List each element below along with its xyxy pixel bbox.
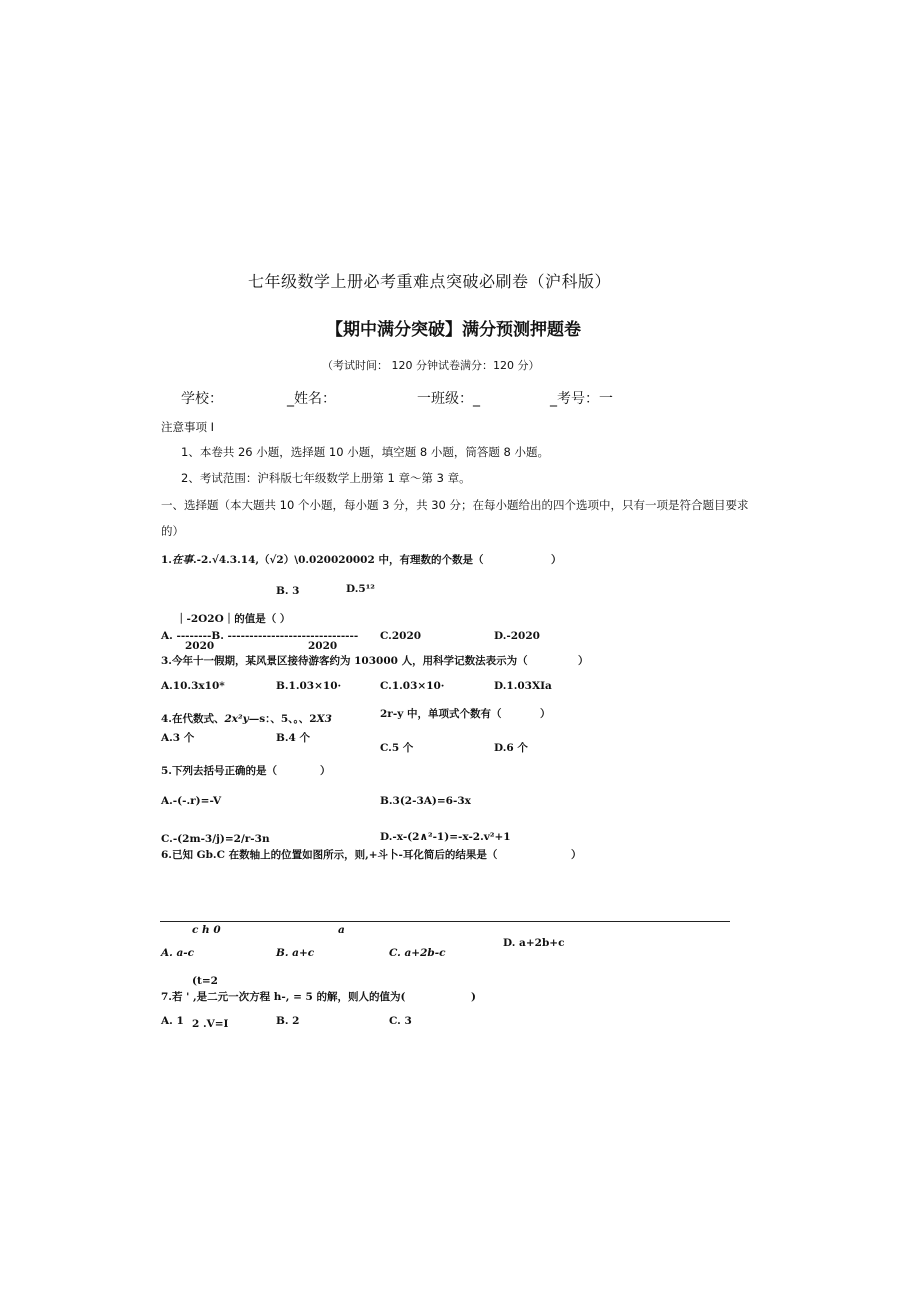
- q1-number: 1.: [161, 554, 172, 566]
- q1-stem: [161, 555, 483, 566]
- q6-option-a: A. a-c: [161, 947, 195, 959]
- school-field: 学校：: [181, 391, 223, 407]
- q2-options-ab: A. --------B. ------------------------------: [161, 630, 359, 642]
- exam-number-field: _考号：一: [550, 391, 613, 407]
- q5-option-a: A.-(-.r)=-V: [161, 795, 222, 807]
- section-heading-line-2: 的）: [161, 524, 184, 538]
- q6-option-d: D. a+2b+c: [503, 937, 565, 949]
- q4-stem: [161, 714, 332, 725]
- q4-stem-tail: 2r-y 中，单项式个数有（: [380, 708, 502, 720]
- q1-italic: 在事: [171, 554, 193, 566]
- section-heading-line-1: 一、选择题（本大题共 10 个小题，每小题 3 分，共 30 分；在每小题给出的四个选项中，只有一项是符合题目要求: [161, 498, 749, 512]
- q3-option-a: A.10.3x10*: [161, 680, 225, 692]
- q2-denominator-b: 2020: [308, 640, 338, 652]
- q5-paren-close: ）: [320, 765, 331, 777]
- q1-paren-close: ）: [551, 554, 562, 566]
- q6-option-b: B. a+c: [276, 947, 315, 959]
- q7-stem: 7.若 ' ,是二元一次方程 h-, = 5 的解，则人的值为(: [161, 991, 406, 1003]
- q3-stem: 3.今年十一假期，某风景区接待游客约为 103000 人，用科学记数法表示为（: [161, 655, 528, 667]
- note-item-1: 1、本卷共 26 小题，选择题 10 小题，填空题 8 小题，筒答题 8 小题。: [181, 445, 549, 459]
- q4-paren-close: ）: [540, 708, 551, 720]
- q2-option-c: C.2020: [380, 630, 422, 642]
- q6-paren-close: ）: [571, 849, 582, 861]
- q6-stem: 6.已知 Gb.C 在数轴上的位置如图所示，则,+斗卜-耳化简后的结果是（: [161, 849, 498, 861]
- q5-option-d: D.-x-(2∧²-1)=-x-2.v²+1: [380, 831, 511, 843]
- q3-option-c: C.1.03×10·: [380, 680, 445, 692]
- q3-paren-close: ）: [578, 655, 589, 667]
- number-line-labels-left: c h 0: [192, 924, 221, 936]
- q4-option-a: A.3 个: [161, 732, 195, 744]
- q2-stem: ｜-2O2O｜的值是（ ）: [176, 613, 291, 625]
- q7-option-b: B. 2: [276, 1015, 300, 1027]
- q4-italic-b: X3: [316, 713, 332, 725]
- q7-option-a: A. 1: [161, 1015, 184, 1027]
- q1-option-b: B. 3: [276, 585, 300, 597]
- q5-stem: 5.下列去括号正确的是（: [161, 765, 277, 777]
- q5-option-b: B.3(2-3A)=6-3x: [380, 795, 471, 807]
- number-line-label-a: a: [338, 924, 345, 936]
- name-field: _姓名：: [287, 391, 336, 407]
- q4-italic-a: 2x²y: [224, 713, 249, 725]
- q4-text-b: —s：、5、。、2: [248, 713, 317, 725]
- q7-system-top: (t=2: [192, 975, 218, 987]
- q4-option-b: B.4 个: [276, 732, 310, 744]
- q7-system-bottom: 2 .V=I: [192, 1018, 229, 1030]
- q4-text-a: 4.在代数式、: [161, 713, 225, 725]
- q1-text: .-2.√4.3.14,（√2）\0.020020002 中，有理数的个数是（: [192, 554, 484, 566]
- paper-title: 七年级数学上册必考重难点突破必刷卷（沪科版）: [248, 272, 612, 291]
- q2-option-d: D.-2020: [494, 630, 540, 642]
- paper-subtitle: 【期中满分突破】满分预测押题卷: [326, 320, 581, 340]
- q4-option-c: C.5 个: [380, 742, 414, 754]
- q2-denominator-a: 2020: [185, 640, 215, 652]
- q4-option-d: D.6 个: [494, 742, 528, 754]
- class-field: 一班级：_: [417, 391, 480, 407]
- exam-info: （考试时间： 120 分钟试卷满分：120 分）: [322, 359, 540, 372]
- notes-heading: 注意事项 I: [161, 420, 215, 434]
- q7-option-c: C. 3: [389, 1015, 412, 1027]
- q3-option-d: D.1.03XIa: [494, 680, 552, 692]
- q1-option-d: D.5¹²: [346, 583, 375, 595]
- q6-option-c: C. a+2b-c: [389, 947, 446, 959]
- q3-option-b: B.1.03×10·: [276, 680, 342, 692]
- number-line: [160, 921, 730, 922]
- q5-option-c: C.-(2m-3∕j)=2∕r-3n: [161, 833, 270, 845]
- note-item-2: 2、考试范围：沪科版七年级数学上册第 1 章～第 3 章。: [181, 471, 471, 485]
- q7-paren-close: ): [471, 991, 476, 1003]
